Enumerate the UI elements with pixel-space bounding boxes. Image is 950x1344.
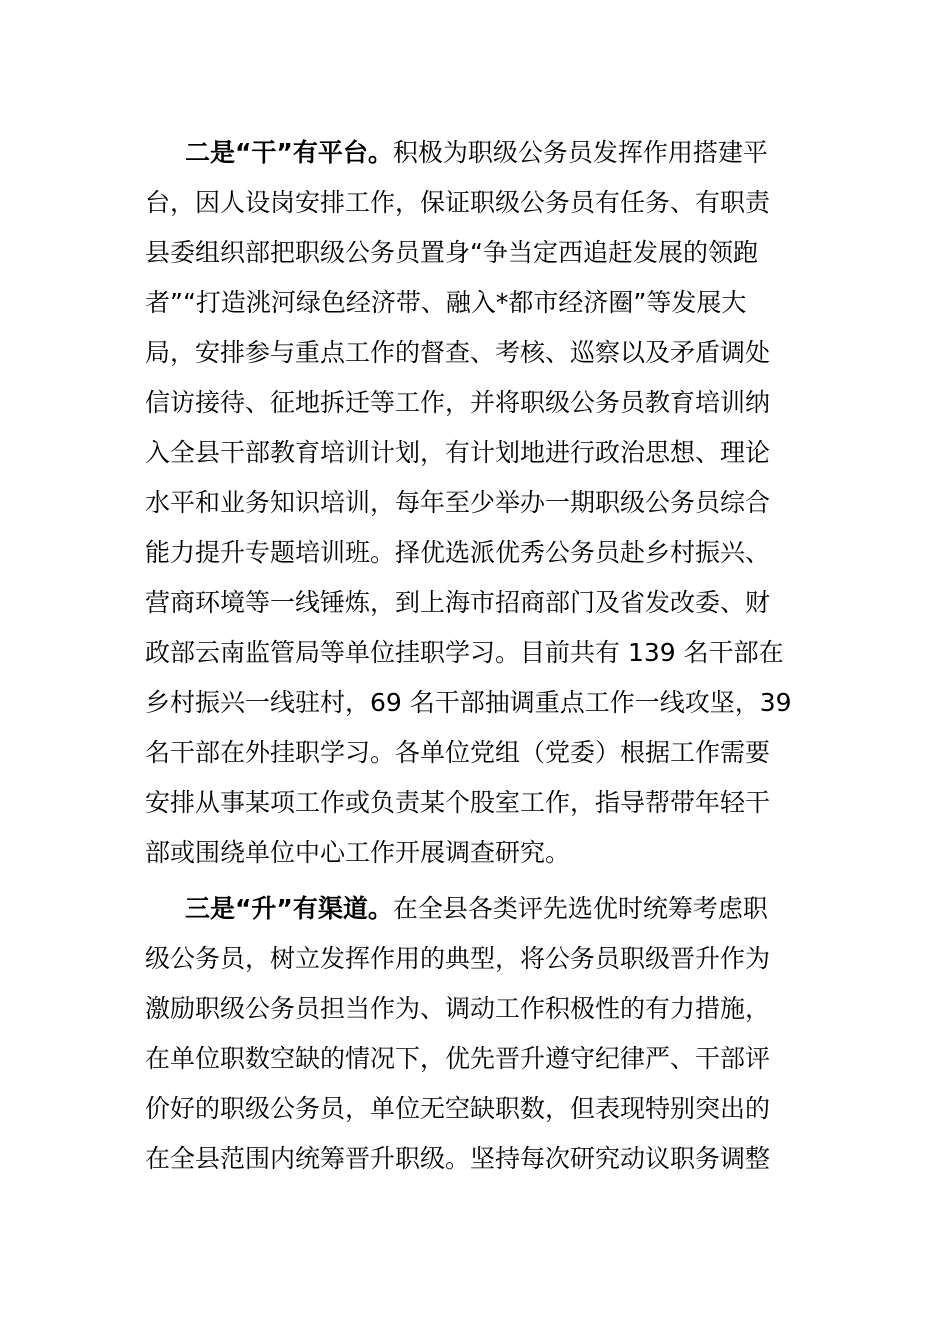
paragraph-line: 入全县干部教育培训计划，有计划地进行政治思想、理论 [145,438,771,467]
paragraph-line: 名干部在外挂职学习。各单位党组（党委）根据工作需要 [145,738,771,767]
paragraph-line: 激励职级公务员担当作为、调动工作积极性的有力措施， [145,994,771,1023]
paragraph-line [145,128,815,178]
paragraph-line-text: 在全县各类评先选优时统筹考虑职 [392,894,768,923]
paragraph-lead-heading: 三是“升”有渠道。 [185,894,393,923]
paragraph-line: 级公务员，树立发挥作用的典型，将公务员职级晋升作为 [145,944,771,973]
paragraph-line: 县委组织部把职级公务员置身“争当定西追赶发展的领跑 [145,238,758,267]
paragraph-lead-heading: 二是“干”有平台。 [185,138,393,167]
paragraph-line: 部或围绕单位中心工作开展调查研究。 [145,838,571,867]
paragraph-line: 在全县范围内统筹晋升职级。坚持每次研究动议职务调整 [145,1144,771,1173]
paragraph-line: 台，因人设岗安排工作，保证职级公务员有任务、有职责 [145,188,771,217]
paragraph-line: 安排从事某项工作或负责某个股室工作，指导帮带年轻干 [145,788,771,817]
paragraph-line: 水平和业务知识培训，每年至少举办一期职级公务员综合 [145,488,771,517]
paragraph-platform [145,128,815,878]
paragraph-line: 营商环境等一线锤炼，到上海市招商部门及省发改委、财 [145,588,771,617]
paragraph-line-text: 积极为职级公务员发挥作用搭建平 [392,138,768,167]
paragraph-line: 信访接待、征地拆迁等工作，并将职级公务员教育培训纳 [145,388,771,417]
paragraph-channel [145,884,815,1184]
paragraph-line: 者”“打造洮河绿色经济带、融入*都市经济圈”等发展大 [145,288,747,317]
paragraph-line: 在单位职数空缺的情况下，优先晋升遵守纪律严、干部评 [145,1044,771,1073]
paragraph-line: 局，安排参与重点工作的督查、考核、巡察以及矛盾调处 [145,338,771,367]
paragraph-line: 乡村振兴一线驻村，69 名干部抽调重点工作一线攻坚，39 [145,688,792,717]
paragraph-line [145,884,815,934]
paragraph-line: 政部云南监管局等单位挂职学习。目前共有 139 名干部在 [145,638,784,667]
paragraph-line: 价好的职级公务员，单位无空缺职数，但表现特别突出的 [145,1094,771,1123]
paragraph-line: 能力提升专题培训班。择优选派优秀公务员赴乡村振兴、 [145,538,771,567]
